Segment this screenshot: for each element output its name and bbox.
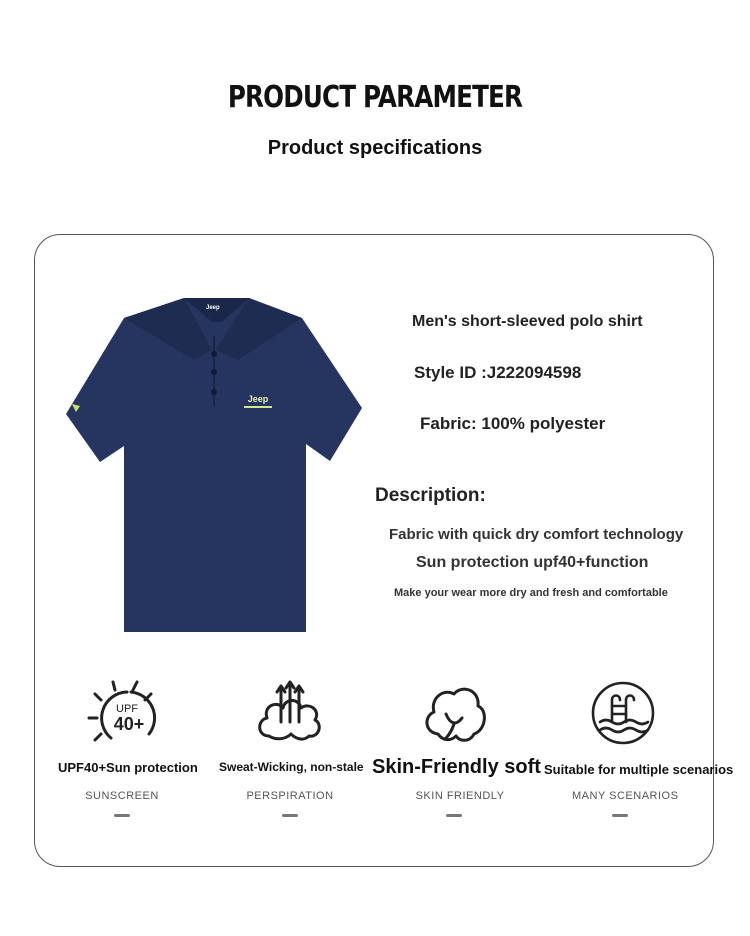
cotton-flower-icon (420, 678, 490, 748)
feature-sub: SUNSCREEN (85, 790, 159, 802)
description-line-1: Fabric with quick dry comfort technology (389, 526, 684, 543)
feature-label: Suitable for multiple scenarios (544, 762, 734, 777)
feature-label: Skin-Friendly soft (372, 756, 541, 778)
cloud-arrows-icon (255, 678, 325, 748)
product-name: Men's short-sleeved polo shirt (412, 313, 643, 330)
description-title: Description: (375, 485, 486, 506)
feature-divider (114, 814, 130, 817)
page-subtitle: Product specifications (267, 137, 483, 159)
feature-sub: PERSPIRATION (246, 790, 334, 802)
svg-text:Jeep: Jeep (247, 394, 269, 404)
description-line-2: Sun protection upf40+function (416, 554, 649, 571)
polo-shirt-image (62, 296, 367, 636)
product-style-id: Style ID :J222094598 (414, 363, 582, 382)
pool-ladder-icon (588, 678, 658, 748)
upf-value-text: 40+ (113, 714, 145, 734)
feature-label: Sweat-Wicking, non-stale (219, 760, 364, 774)
feature-divider (282, 814, 298, 817)
sun-upf-icon (87, 678, 157, 748)
upf-small-text: UPF (116, 703, 138, 715)
page-title: PRODUCT PARAMETER (227, 80, 523, 115)
product-fabric: Fabric: 100% polyester (420, 414, 606, 433)
feature-divider (612, 814, 628, 817)
description-line-3: Make your wear more dry and fresh and comfortable (394, 587, 668, 599)
feature-divider (446, 814, 462, 817)
collar-label: Jeep (206, 305, 220, 311)
feature-sub: SKIN FRIENDLY (415, 790, 505, 802)
feature-label: UPF40+Sun protection (58, 760, 198, 775)
feature-sub: MANY SCENARIOS (572, 790, 679, 802)
